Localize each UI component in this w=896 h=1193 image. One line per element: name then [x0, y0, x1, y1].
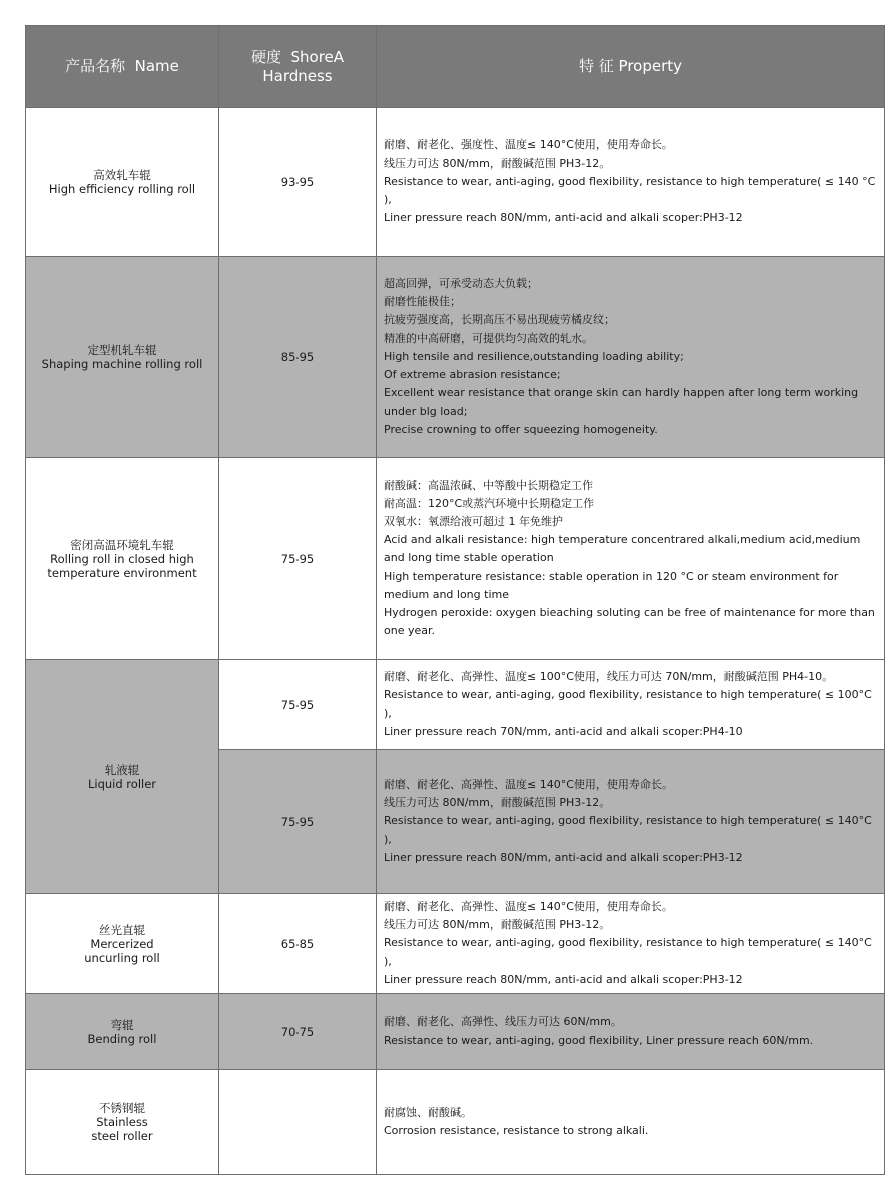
- table-row: [26, 1070, 885, 1175]
- header-name: 产品名称 Name: [26, 26, 219, 108]
- property-text: 耐磨、耐老化、高弹性、温度≤ 100°C使用，线压力可达 70N/mm，耐酸碱范围 PH4-10。 Resistance to wear, anti-aging, good flexibility, resistance to high temperature( ≤ 100°C ), Liner pressure reach 70N/mm, anti-acid and alkali scoper:PH4-10: [377, 660, 885, 750]
- product-name: 高效轧车辊 High efficiency rolling roll: [26, 108, 219, 257]
- hardness-value: 75-95: [219, 458, 377, 660]
- header-property: 特 征 Property: [377, 26, 885, 108]
- hardness-value: 65-85: [219, 894, 377, 994]
- table-row: [26, 108, 885, 257]
- product-name: 定型机轧车辊 Shaping machine rolling roll: [26, 257, 219, 458]
- product-name: 轧液辊 Liquid roller: [26, 660, 219, 894]
- table-row: [26, 458, 885, 660]
- product-table: [25, 25, 885, 1175]
- hardness-value: 75-95: [219, 750, 377, 894]
- property-text: 耐腐蚀、耐酸碱。 Corrosion resistance, resistance to strong alkali.: [377, 1070, 885, 1175]
- table-row: [26, 257, 885, 458]
- property-text: 耐磨、耐老化、强度性、温度≤ 140°C使用，使用寿命长。 线压力可达 80N/mm，耐酸碱范围 PH3-12。 Resistance to wear, anti-aging, good flexibility, resistance to high temperature( ≤ 140 °C ), Liner pressure reach 80N/mm, anti-acid and alkali scoper:PH3-12: [377, 108, 885, 257]
- table-row: [26, 660, 885, 750]
- product-name: 弯辊 Bending roll: [26, 994, 219, 1070]
- property-text: 耐酸碱：高温浓碱、中等酸中长期稳定工作 耐高温：120°C或蒸汽环境中长期稳定工作 双氧水：氧漂给液可超过 1 年免维护 Acid and alkali resistance: high temperature concentrared alkali,medium acid,medium and long time stable operation High temperature resistance: stable operation in 120 °C or steam environment for medium and long time Hydrogen peroxide: oxygen bieaching soluting can be free of maintenance for more than one year.: [377, 458, 885, 660]
- hardness-value: 85-95: [219, 257, 377, 458]
- property-text: 耐磨、耐老化、高弹性、温度≤ 140°C使用，使用寿命长。 线压力可达 80N/mm，耐酸碱范围 PH3-12。 Resistance to wear, anti-aging, good flexibility, resistance to high temperature( ≤ 140°C ), Liner pressure reach 80N/mm, anti-acid and alkali scoper:PH3-12: [377, 894, 885, 994]
- hardness-value: 70-75: [219, 994, 377, 1070]
- product-name: 密闭高温环境轧车辊 Rolling roll in closed high temperature environment: [26, 458, 219, 660]
- header-hardness: 硬度 ShoreA Hardness: [219, 26, 377, 108]
- table-row: [26, 994, 885, 1070]
- property-text: 耐磨、耐老化、高弹性、线压力可达 60N/mm。 Resistance to wear, anti-aging, good flexibility, Liner pressure reach 60N/mm.: [377, 994, 885, 1070]
- hardness-value: [219, 1070, 377, 1175]
- hardness-value: 75-95: [219, 660, 377, 750]
- table-row: [26, 894, 885, 994]
- product-name: 丝光直辊 Mercerized uncurling roll: [26, 894, 219, 994]
- table-header-row: [26, 26, 885, 108]
- property-text: 超高回弹，可承受动态大负载； 耐磨性能极佳； 抗疲劳强度高，长期高压不易出现疲劳橘皮纹； 精准的中高研磨，可提供均匀高效的轧水。 High tensile and resilience,outstanding loading ability; Of extreme abrasion resistance; Excellent wear resistance that orange skin can hardly happen after long term working under blg load; Precise crowning to offer squeezing homogeneity.: [377, 257, 885, 458]
- property-text: 耐磨、耐老化、高弹性、温度≤ 140°C使用，使用寿命长。 线压力可达 80N/mm，耐酸碱范围 PH3-12。 Resistance to wear, anti-aging, good flexibility, resistance to high temperature( ≤ 140°C ), Liner pressure reach 80N/mm, anti-acid and alkali scoper:PH3-12: [377, 750, 885, 894]
- product-name: 不锈钢辊 Stainless steel roller: [26, 1070, 219, 1175]
- hardness-value: 93-95: [219, 108, 377, 257]
